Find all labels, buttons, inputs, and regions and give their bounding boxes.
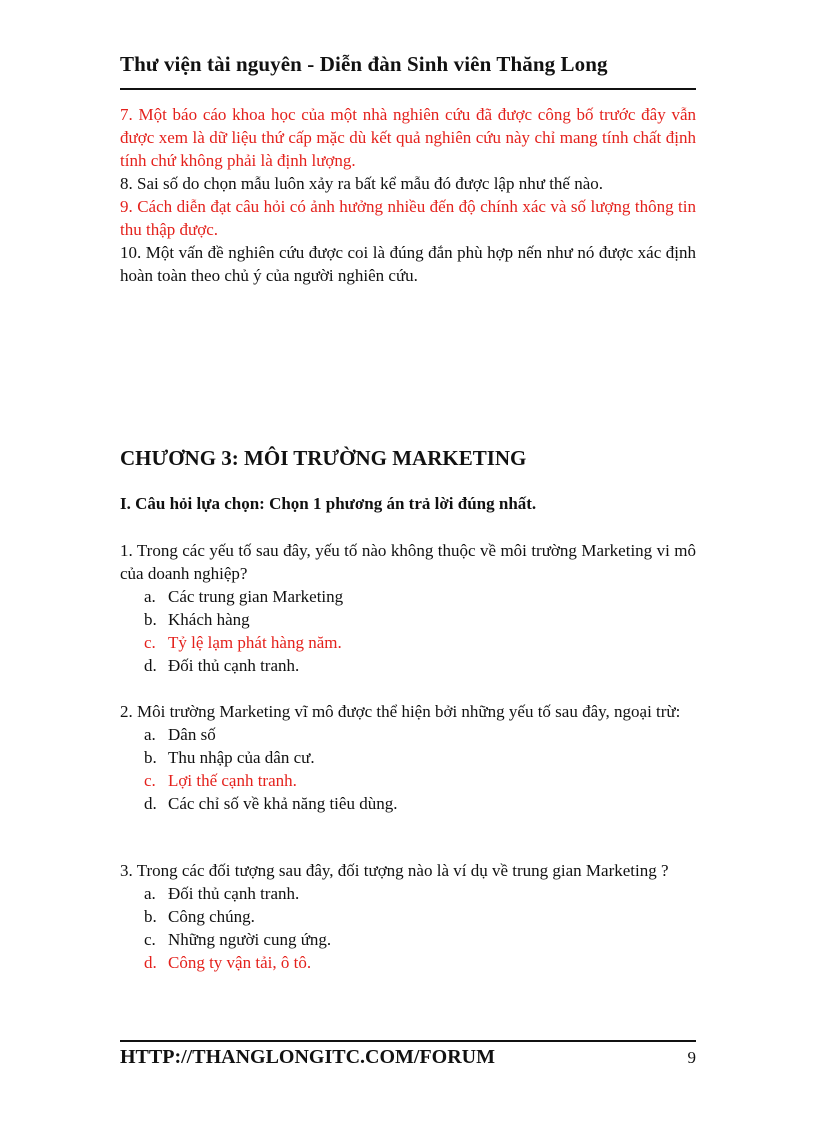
- option-text: Thu nhập của dân cư.: [168, 748, 315, 767]
- section-heading: I. Câu hỏi lựa chọn: Chọn 1 phương án trả lời đúng nhất.: [120, 494, 537, 513]
- option-b: [144, 608, 696, 631]
- option-c-correct: [144, 769, 696, 792]
- option-d-correct: [144, 951, 696, 974]
- option-list: [120, 585, 696, 677]
- question-text: 1. Trong các yếu tố sau đây, yếu tố nào không thuộc về môi trường Marketing vi mô của doanh nghiệp?: [120, 541, 696, 583]
- option-text: Tỷ lệ lạm phát hàng năm.: [168, 633, 342, 652]
- footer-url: HTTP://THANGLONGITC.COM/FORUM: [120, 1046, 495, 1068]
- option-letter: c.: [144, 633, 156, 652]
- question-3: [120, 859, 696, 974]
- option-text: Công chúng.: [168, 907, 255, 926]
- option-text: Khách hàng: [168, 610, 250, 629]
- option-letter: a.: [144, 587, 156, 606]
- page-header-title: Thư viện tài nguyên - Diễn đàn Sinh viên Thăng Long: [120, 52, 608, 76]
- option-text: Những người cung ứng.: [168, 930, 332, 949]
- option-a: [144, 723, 696, 746]
- option-d: [144, 792, 696, 815]
- page-number: 9: [687, 1048, 696, 1067]
- question-text: 2. Môi trường Marketing vĩ mô được thể hiện bởi những yếu tố sau đây, ngoại trừ:: [120, 702, 681, 721]
- option-text: Đối thủ cạnh tranh.: [168, 656, 300, 675]
- option-text: Các trung gian Marketing: [168, 587, 344, 606]
- option-list: [120, 882, 696, 974]
- question-text: 3. Trong các đối tượng sau đây, đối tượng nào là ví dụ về trung gian Marketing ?: [120, 861, 669, 880]
- intro-item-10: 10. Một vấn đề nghiên cứu được coi là đúng đắn phù hợp nến như nó được xác định hoàn toàn theo chủ ý của người nghiên cứu.: [120, 243, 696, 285]
- option-letter: b.: [144, 610, 157, 629]
- option-letter: c.: [144, 771, 156, 790]
- option-letter: a.: [144, 725, 156, 744]
- option-b: [144, 905, 696, 928]
- option-c-correct: [144, 631, 696, 654]
- option-letter: d.: [144, 953, 157, 972]
- option-d: [144, 654, 696, 677]
- option-text: Đối thủ cạnh tranh.: [168, 884, 300, 903]
- option-text: Công ty vận tải, ô tô.: [168, 953, 312, 972]
- option-letter: d.: [144, 794, 157, 813]
- intro-item-8: 8. Sai số do chọn mẫu luôn xảy ra bất kể mẫu đó được lập như thế nào.: [120, 174, 604, 193]
- option-a: [144, 882, 696, 905]
- option-a: [144, 585, 696, 608]
- option-text: Dân số: [168, 725, 216, 744]
- intro-item-9: 9. Cách diễn đạt câu hỏi có ảnh hưởng nhiều đến độ chính xác và số lượng thông tin thu thập được.: [120, 197, 696, 239]
- option-c: [144, 928, 696, 951]
- option-list: [120, 723, 696, 815]
- option-letter: d.: [144, 656, 157, 675]
- option-letter: c.: [144, 930, 156, 949]
- footer-divider: [120, 1040, 696, 1042]
- option-text: Lợi thế cạnh tranh.: [168, 771, 297, 790]
- option-text: Các chỉ số về khả năng tiêu dùng.: [168, 794, 398, 813]
- option-letter: a.: [144, 884, 156, 903]
- question-2: [120, 700, 696, 815]
- chapter-title: CHƯƠNG 3: MÔI TRƯỜNG MARKETING: [120, 446, 527, 470]
- question-1: [120, 539, 696, 677]
- option-b: [144, 746, 696, 769]
- intro-item-7: 7. Một báo cáo khoa học của một nhà nghiên cứu đã được công bố trước đây vẫn được xem là dữ liệu thứ cấp mặc dù kết quả nghiên cứu này chỉ mang tính chất định tính chứ không phải là định lượng.: [120, 105, 696, 170]
- option-letter: b.: [144, 907, 157, 926]
- header-divider: [120, 88, 696, 90]
- option-letter: b.: [144, 748, 157, 767]
